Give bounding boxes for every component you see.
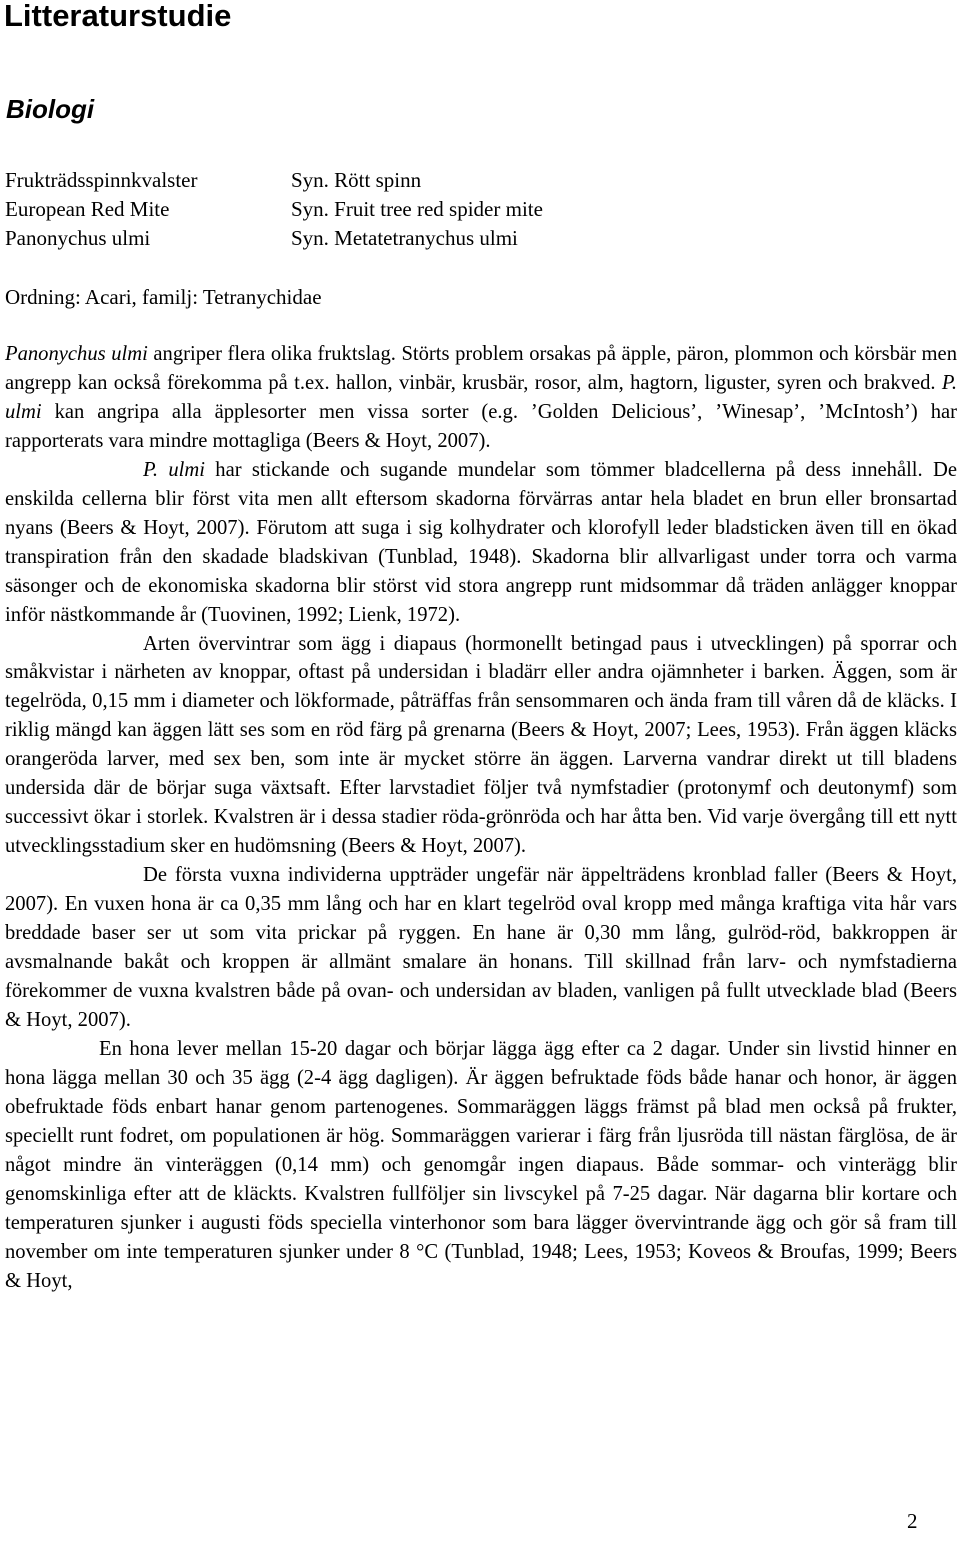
- name-row: [5, 195, 543, 224]
- name-row: [5, 224, 543, 253]
- page-title: Litteraturstudie: [4, 0, 232, 33]
- species-names: [5, 166, 543, 253]
- paragraph: [5, 340, 957, 456]
- scientific-name: Panonychus ulmi: [5, 226, 151, 250]
- paragraph: Arten övervintrar som ägg i diapaus (hormonellt betingad paus i utvecklingen) på sporrar och småkvistar i närheten av knoppar, oftast på undersidan i bladärr eller andra ojämnheter i barken. Äggen, som är tegelröda, 0,15 mm i diameter och lökformade, påträffas från sensommaren och ända fram till våren då de kläcks. I riklig mängd kan äggen lätt ses som en röd färg på grenarna (Beers & Hoyt, 2007; Lees, 1953). Från äggen kläcks orangeröda larver, med sex ben, som inte är mycket större än äggen. Larverna vandrar direkt ut till bladens undersida där de börjar suga växtsaft. Efter larvstadiet följer två nymfstadier (protonymf och deutonymf) som successivt ökar i storlek. Kvalstren är i dessa stadier röda-grönröda och har åtta ben. Vid varje övergång till ett nytt utvecklingsstadium sker en hudömsning (Beers & Hoyt, 2007).: [5, 632, 957, 858]
- synonym: Syn. Rött spinn: [291, 168, 422, 192]
- paragraph: De första vuxna individerna uppträder ungefär när äppelträdens kronblad faller (Beers & Hoyt, 2007). En vuxen hona är ca 0,35 mm lång och har en klart tegelröd oval kropp med många kraftiga vita hår vars breddade baser ser ut som vita prickar på ryggen. En hane är 0,30 mm lång, gulröd-röd, bakkroppen är avsmalnande bakåt och kroppen är allmänt smalare än honans. Till skillnad från larv- och nymfstadierna förekommer de vuxna kvalstren både på ovan- och undersidan av bladen, vanligen på fullt utvecklade blad (Beers & Hoyt, 2007).: [5, 864, 957, 1031]
- name-row: [5, 166, 543, 195]
- paragraph-text: kan angripa alla äpplesorter men vissa sorter (e.g. ’Golden Delicious’, ’Winesap’, ’McIntosh’) har rapporterats vara mindre mottagliga (Beers & Hoyt, 2007).: [5, 400, 957, 452]
- species-italic: Panonychus ulmi: [5, 343, 148, 365]
- section-heading: Biologi: [6, 94, 95, 124]
- paragraph: En hona lever mellan 15-20 dagar och börjar lägga ägg efter ca 2 dagar. Under sin livstid hinner en hona lägga mellan 30 och 35 ägg (2-4 ägg dagligen). Är äggen befruktade föds både hanar och honor, är äggen obefruktade föds enbart hanar genom partenogenes. Sommaräggen läggs främst på blad men också på frukter, speciellt runt fodret, om populationen är hög. Sommaräggen varierar i färg från ljusröda till nästan färglösa, de är något mindre än vinteräggen (0,14 mm) och genomgår ingen diapaus. Både sommar- och vinterägg blir genomskinliga efter att de kläckts. Kvalstren fullföljer sin livscykel på 7-25 dagar. När dagarna blir kortare och temperaturen sjunker i augusti föds speciella vinterhonor som bara lägger övervintrande ägg och gör så fram till november om inte temperaturen sjunker under 8 °C (Tunblad, 1948; Lees, 1953; Koveos & Broufas, 1999; Beers & Hoyt,: [5, 1037, 957, 1292]
- paragraph: [5, 456, 957, 630]
- common-name: Frukträdsspinnkvalster: [5, 168, 198, 192]
- paragraph-text: har stickande och sugande mundelar som tömmer bladcellerna på dess innehåll. De enskilda cellerna blir först vita men allt eftersom skadorna förvärras antar hela bladet en brun eller bronsartad nyans (Beers & Hoyt, 2007). Förutom att suga i sig kolhydrater och klorofyll leder bladsticken även till en ökad transpiration från den skadade bladskivan (Tunblad, 1948). Skadorna blir allvarligast under torra och varma säsonger och de ekonomiska skadorna blir störst vid stora angrepp runt midsommar då träden anlägger knoppar inför nästkommande år (Tuovinen, 1992; Lienk, 1972).: [5, 458, 957, 626]
- synonym: Syn. Fruit tree red spider mite: [291, 197, 543, 221]
- paragraph-text: angriper flera olika fruktslag. Störts problem orsakas på äpple, päron, plommon och körsbär men angrepp kan också förekomma på t.ex. hallon, vinbär, krusbär, rosor, alm, hagtorn, liguster, syren och brakved.: [5, 343, 957, 394]
- page-number: 2: [907, 1509, 918, 1533]
- species-italic: P. ulmi: [5, 371, 957, 423]
- body-text: [5, 340, 957, 1295]
- english-name: European Red Mite: [5, 197, 170, 221]
- species-italic: P. ulmi: [143, 458, 205, 481]
- taxonomy-line: Ordning: Acari, familj: Tetranychidae: [5, 285, 322, 309]
- synonym: Syn. Metatetranychus ulmi: [291, 226, 518, 250]
